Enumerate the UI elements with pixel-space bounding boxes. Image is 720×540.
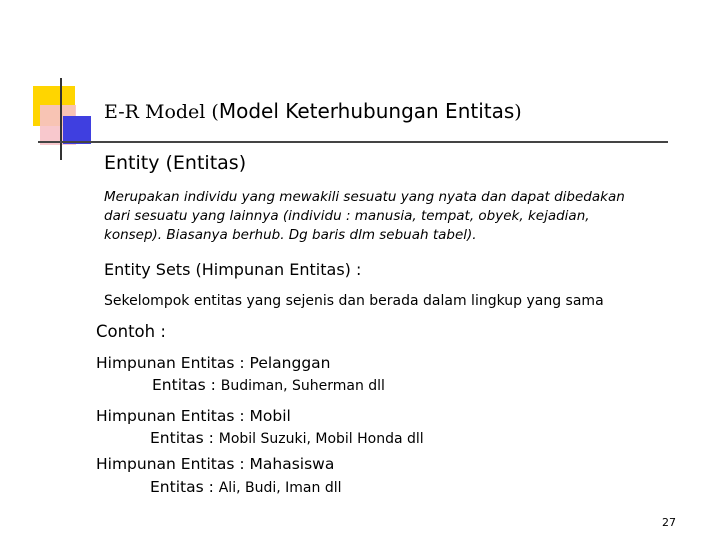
entity-heading: Entity (Entitas) xyxy=(104,152,247,174)
example-entity-label: Entitas : xyxy=(150,429,219,447)
entity-sets-definition: Sekelompok entitas yang sejenis dan berada dalam lingkup yang sama xyxy=(104,293,604,309)
example-entity-label: Entitas : xyxy=(152,376,221,394)
example-set-label: Himpunan Entitas : xyxy=(96,354,250,372)
example-entity-value: Budiman, Suherman dll xyxy=(220,378,385,394)
title-underline xyxy=(38,141,668,143)
example-set-value: Mahasiswa xyxy=(249,455,335,473)
slide-title xyxy=(104,98,522,125)
example-set-label: Himpunan Entitas : xyxy=(96,407,250,425)
example-entity-label: Entitas : xyxy=(150,478,219,496)
example-set-value: Pelanggan xyxy=(249,354,331,372)
example-set-2 xyxy=(96,407,291,425)
title-prefix: E-R Model ( xyxy=(104,101,219,123)
example-entities-1 xyxy=(152,376,385,394)
entity-definition-line-3: konsep). Biasanya berhub. Dg baris dlm sebuah tabel). xyxy=(104,227,477,243)
entity-sets-heading: Entity Sets (Himpunan Entitas) : xyxy=(104,260,362,279)
example-heading: Contoh : xyxy=(96,322,166,341)
example-entity-value: Mobil Suzuki, Mobil Honda dll xyxy=(218,431,424,447)
page-number: 27 xyxy=(662,516,676,529)
example-entities-2 xyxy=(150,429,424,447)
example-set-3 xyxy=(96,455,334,473)
entity-definition-line-2: dari sesuatu yang lainnya (individu : manusia, tempat, obyek, kejadian, xyxy=(104,208,590,224)
title-main: Model Keterhubungan Entitas xyxy=(218,99,515,123)
entity-definition-line-1: Merupakan individu yang mewakili sesuatu yang nyata dan dapat dibedakan xyxy=(104,189,625,205)
example-set-1 xyxy=(96,354,331,372)
title-suffix: ) xyxy=(514,101,522,123)
example-set-label: Himpunan Entitas : xyxy=(96,455,250,473)
decorative-blue-square xyxy=(63,116,91,144)
example-entity-value: Ali, Budi, Iman dll xyxy=(218,480,342,496)
decorative-vertical-line xyxy=(60,78,62,160)
example-entities-3 xyxy=(150,478,341,496)
example-set-value: Mobil xyxy=(249,407,291,425)
